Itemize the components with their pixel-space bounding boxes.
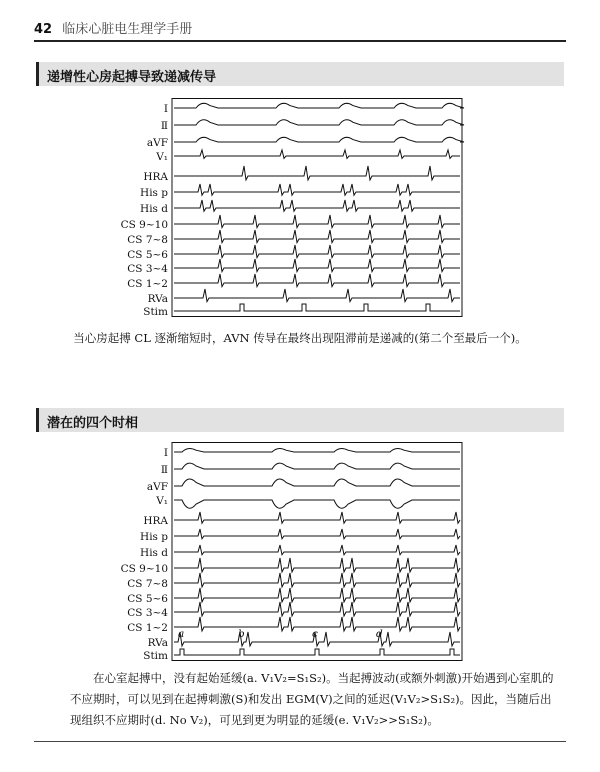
signal-trace [174, 120, 464, 125]
signal-trace [174, 545, 460, 555]
lead-label: CS 7~8 [127, 234, 168, 246]
marker-label: b [238, 628, 245, 640]
section-heading-2 [36, 408, 564, 432]
marker-label: c [312, 628, 318, 640]
lead-label: HRA [143, 171, 168, 183]
signal-trace [174, 588, 460, 602]
lead-label: CS 9~10 [120, 563, 168, 575]
signal-trace [174, 479, 460, 486]
lead-label: CS 7~8 [127, 578, 168, 590]
figure-2 [120, 442, 470, 664]
book-title: 临床心脏电生理学手册 [62, 22, 193, 37]
lead-label: I [163, 447, 168, 459]
signal-trace [174, 529, 460, 539]
header-rule [34, 40, 566, 42]
signal-trace [174, 184, 460, 195]
signal-trace [174, 304, 460, 311]
figure-1 [120, 98, 470, 320]
lead-label: CS 5~6 [127, 593, 168, 605]
lead-label: CS 5~6 [127, 249, 168, 261]
lead-label: RVa [147, 637, 168, 649]
lead-label: Stim [143, 650, 168, 662]
caption-1: 当心房起搏 CL 逐渐缩短时，AVN 传导在最终出现阻滞前是递减的(第二个至最后一个)。 [73, 331, 527, 345]
signal-trace [174, 166, 460, 180]
lead-label: Ⅱ [160, 464, 168, 476]
signal-trace [174, 103, 464, 108]
signal-trace [174, 245, 460, 258]
marker-label: d [376, 628, 383, 640]
lead-label: HRA [143, 515, 168, 527]
signal-trace [174, 463, 460, 469]
lead-label: CS 3~4 [127, 263, 168, 275]
lead-label: CS 1~2 [127, 622, 168, 634]
signal-trace [174, 200, 460, 211]
page-header [34, 18, 192, 37]
section-title-1: 递增性心房起搏导致递减传导 [47, 70, 217, 85]
lead-label: Stim [143, 306, 168, 318]
lead-label: CS 3~4 [127, 607, 168, 619]
signal-trace [174, 150, 460, 158]
signal-trace [174, 512, 460, 523]
lead-label: CS 9~10 [120, 219, 168, 231]
lead-label: His d [140, 203, 168, 215]
lead-label: His p [140, 187, 168, 199]
signal-trace [174, 289, 460, 302]
lead-label: CS 1~2 [127, 278, 168, 290]
signal-trace [174, 602, 460, 616]
signal-trace [174, 573, 460, 587]
lead-label: I [163, 103, 168, 115]
signal-trace [174, 649, 460, 655]
ecg-tracing-2 [120, 442, 470, 664]
lead-label: aVF [146, 481, 168, 493]
signal-trace [174, 448, 460, 452]
section-heading-1 [36, 62, 564, 86]
lead-label: Ⅱ [160, 120, 168, 132]
signal-trace [174, 259, 460, 272]
lead-label: aVF [146, 137, 168, 149]
signal-trace [174, 558, 460, 572]
signal-trace [174, 215, 460, 228]
lead-label: V₁ [156, 151, 168, 163]
lead-label: His d [140, 547, 168, 559]
signal-trace [174, 274, 460, 287]
page-number: 42 [34, 22, 53, 37]
caption-2: 在心室起搏中，没有起始延缓(a. V₁V₂=S₁S₂)。当起搏波动(或额外刺激)开始遇到心室肌的不应期时，可以见到在起搏刺激(S)和发出 EGM(V)之间的延迟(V₁V₂>S₁S₂)。因此，当随后出现组织不应期时(d. No V₂)，可见到更为明显的延缓(e. V₁V₂>>S₁S₂)。 [70, 671, 554, 727]
signal-trace [174, 500, 460, 508]
footer-rule [34, 741, 566, 742]
lead-label: V₁ [156, 495, 168, 507]
lead-label: His p [140, 531, 168, 543]
marker-label: a [178, 628, 185, 640]
signal-trace [174, 230, 460, 243]
signal-trace [174, 137, 464, 142]
lead-label: RVa [147, 293, 168, 305]
ecg-tracing-1 [120, 98, 470, 320]
section-title-2: 潜在的四个时相 [47, 416, 139, 431]
